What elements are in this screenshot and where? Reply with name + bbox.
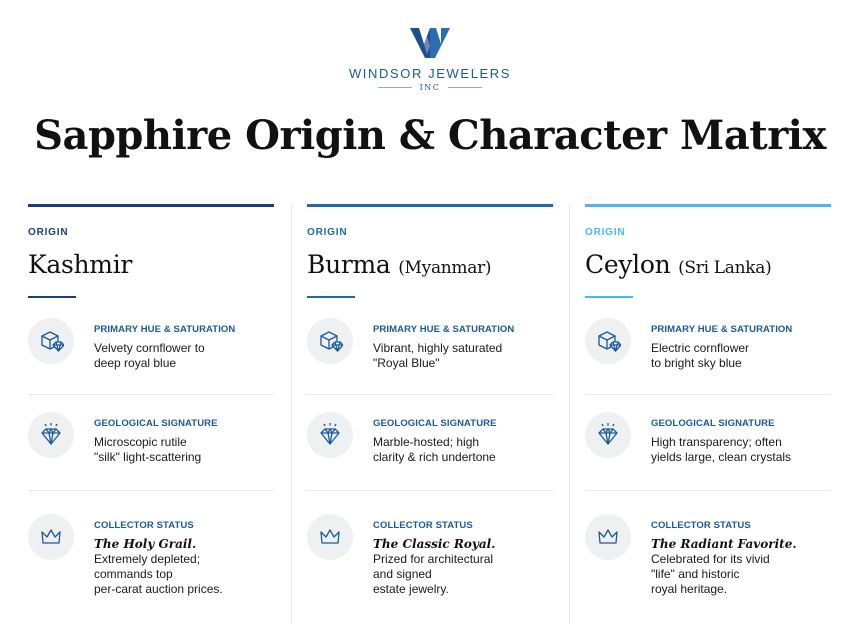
status-line: and signed — [373, 567, 432, 581]
origin-tag: ORIGIN — [28, 227, 69, 238]
brand-header — [0, 28, 860, 92]
row-separator — [585, 394, 831, 395]
origin-tag: ORIGIN — [307, 227, 348, 238]
row-separator — [28, 394, 274, 395]
description-line: Marble-hosted; high — [373, 435, 480, 449]
page-title: Sapphire Origin & Character Matrix — [34, 112, 826, 159]
collector-status-row-text — [94, 520, 274, 597]
diamond-sparkle-icon — [28, 412, 74, 458]
row-label: COLLECTOR STATUS — [373, 520, 473, 531]
description-line: deep royal blue — [94, 356, 177, 370]
status-line: commands top — [94, 567, 173, 581]
gem-cube-icon — [28, 318, 74, 364]
status-line: Celebrated for its vivid — [651, 552, 770, 566]
crown-icon — [585, 514, 631, 560]
row-description — [651, 341, 831, 371]
row-description — [373, 435, 553, 465]
geology-row-text — [94, 418, 274, 465]
status-title: The Radiant Favorite. — [651, 537, 797, 551]
status-description — [94, 552, 274, 597]
description-line: Microscopic rutile — [94, 435, 187, 449]
row-description — [373, 341, 553, 371]
row-separator — [307, 490, 553, 491]
status-title: The Classic Royal. — [373, 537, 496, 551]
diamond-sparkle-icon — [585, 412, 631, 458]
crown-icon — [307, 514, 353, 560]
row-label: COLLECTOR STATUS — [94, 520, 194, 531]
gem-cube-icon — [585, 318, 631, 364]
status-title: The Holy Grail. — [94, 537, 197, 551]
gem-cube-icon — [307, 318, 353, 364]
row-separator — [307, 394, 553, 395]
origin-tag: ORIGIN — [585, 227, 626, 238]
status-line: Extremely depleted; — [94, 552, 201, 566]
origin-accent-rule — [585, 296, 633, 298]
brand-sub-label: INC — [419, 83, 441, 92]
row-label: GEOLOGICAL SIGNATURE — [651, 418, 775, 429]
origin-name — [28, 250, 274, 282]
origin-name-main: Burma — [307, 250, 391, 279]
status-description — [651, 552, 831, 597]
origin-accent-rule — [28, 296, 76, 298]
brand-sub — [0, 83, 860, 92]
row-description — [651, 435, 831, 465]
row-label: GEOLOGICAL SIGNATURE — [373, 418, 497, 429]
status-line: royal heritage. — [651, 582, 728, 596]
row-label: PRIMARY HUE & SATURATION — [373, 324, 515, 335]
origin-name-suffix: (Myanmar) — [398, 258, 492, 278]
row-label: PRIMARY HUE & SATURATION — [651, 324, 793, 335]
origin-column-ceylon — [585, 204, 831, 624]
collector-status-row-text — [651, 520, 831, 597]
description-line: clarity & rich undertone — [373, 450, 496, 464]
column-divider — [291, 204, 292, 624]
brand-name: WINDSOR JEWELERS — [348, 66, 512, 81]
windsor-w-logo-icon — [410, 28, 450, 58]
brand-rule-right — [448, 87, 482, 88]
status-line: estate jewelry. — [373, 582, 449, 596]
hue-row-text — [373, 324, 553, 371]
column-divider — [569, 204, 570, 624]
collector-status-row-text — [373, 520, 553, 597]
column-top-bar — [307, 204, 553, 207]
hue-row-text — [651, 324, 831, 371]
row-separator — [28, 490, 274, 491]
column-top-bar — [28, 204, 274, 207]
status-line: Prized for architectural — [373, 552, 494, 566]
origin-accent-rule — [307, 296, 355, 298]
diamond-sparkle-icon — [307, 412, 353, 458]
origin-column-kashmir — [28, 204, 274, 624]
geology-row-text — [651, 418, 831, 465]
description-line: High transparency; often — [651, 435, 782, 449]
description-line: yields large, clean crystals — [651, 450, 792, 464]
description-line: to bright sky blue — [651, 356, 742, 370]
hue-row-text — [94, 324, 274, 371]
row-description — [94, 341, 274, 371]
description-line: Velvety cornflower to — [94, 341, 205, 355]
column-top-bar — [585, 204, 831, 207]
origin-name-main: Kashmir — [28, 250, 133, 279]
row-label: PRIMARY HUE & SATURATION — [94, 324, 236, 335]
row-label: GEOLOGICAL SIGNATURE — [94, 418, 218, 429]
status-description — [373, 552, 553, 597]
status-line: per-carat auction prices. — [94, 582, 223, 596]
origin-name — [585, 250, 831, 282]
status-line: "life" and historic — [651, 567, 740, 581]
origin-name — [307, 250, 553, 282]
row-separator — [585, 490, 831, 491]
origin-name-suffix: (Sri Lanka) — [678, 258, 772, 278]
crown-icon — [28, 514, 74, 560]
origin-column-burma — [307, 204, 553, 624]
description-line: "Royal Blue" — [373, 356, 440, 370]
description-line: "silk" light-scattering — [94, 450, 202, 464]
row-description — [94, 435, 274, 465]
brand-rule-left — [378, 87, 412, 88]
description-line: Vibrant, highly saturated — [373, 341, 503, 355]
description-line: Electric cornflower — [651, 341, 750, 355]
origin-name-main: Ceylon — [585, 250, 671, 279]
row-label: COLLECTOR STATUS — [651, 520, 751, 531]
geology-row-text — [373, 418, 553, 465]
